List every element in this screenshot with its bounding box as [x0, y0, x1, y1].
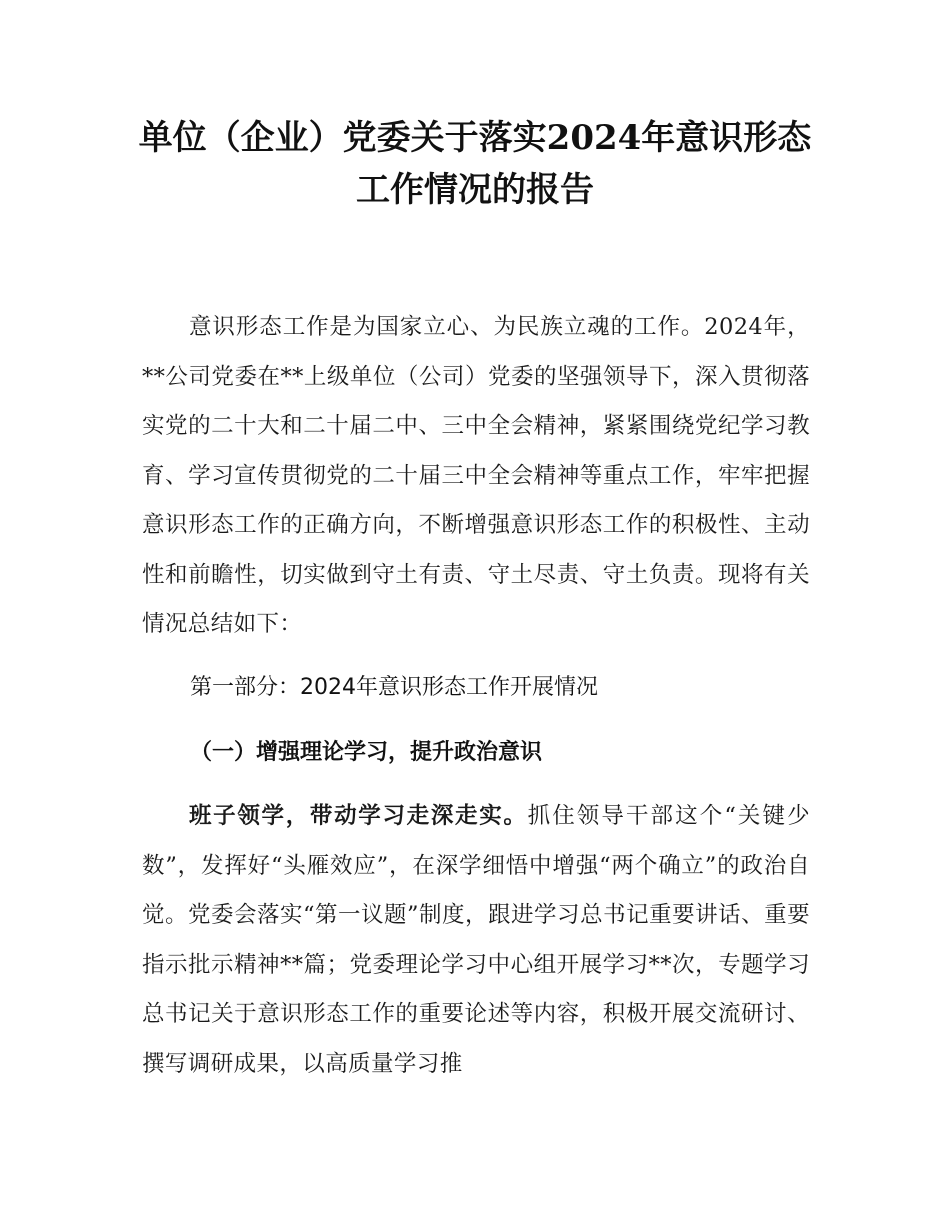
section-one-heading: （一）增强理论学习，提升政治意识: [190, 740, 543, 765]
intro-paragraph: 意识形态工作是为国家立心、为民族立魂的工作。2024年，**公司党委在**上级单位（公司）党委的坚强领导下，深入贯彻落实党的二十大和二十届二中、三中全会精神，紧紧围绕党纪学习教育、学习宣传贯彻党的二十届三中全会精神等重点工作，牢牢把握意识形态工作的正确方向，不断增强意识形态工作的积极性、主动性和前瞻性，切实做到守土有责、守土尽责、守土负责。现将有关情况总结如下：: [142, 314, 810, 637]
section-one-body: 抓住领导干部这个“关键少数”，发挥好“头雁效应”，在深学细悟中增强“两个确立”的政治自觉。党委会落实“第一议题”制度，跟进学习总书记重要讲话、重要指示批示精神**篇；党委理论学习中心组开展学习**次，专题学习总书记关于意识形态工作的重要论述等内容，积极开展交流研讨、撰写调研成果，以高质量学习推: [142, 803, 810, 1077]
part-one-heading: 第一部分：2024年意识形态工作开展情况: [190, 675, 598, 700]
section-one-lead: 班子领学，带动学习走深走实。: [189, 803, 528, 829]
document-title: [100, 112, 850, 216]
title-line-1: 单位（企业）党委关于落实2024年意识形态: [138, 118, 812, 158]
title-line-2: 工作情况的报告: [356, 170, 594, 210]
section-one-paragraph: [142, 792, 810, 1089]
